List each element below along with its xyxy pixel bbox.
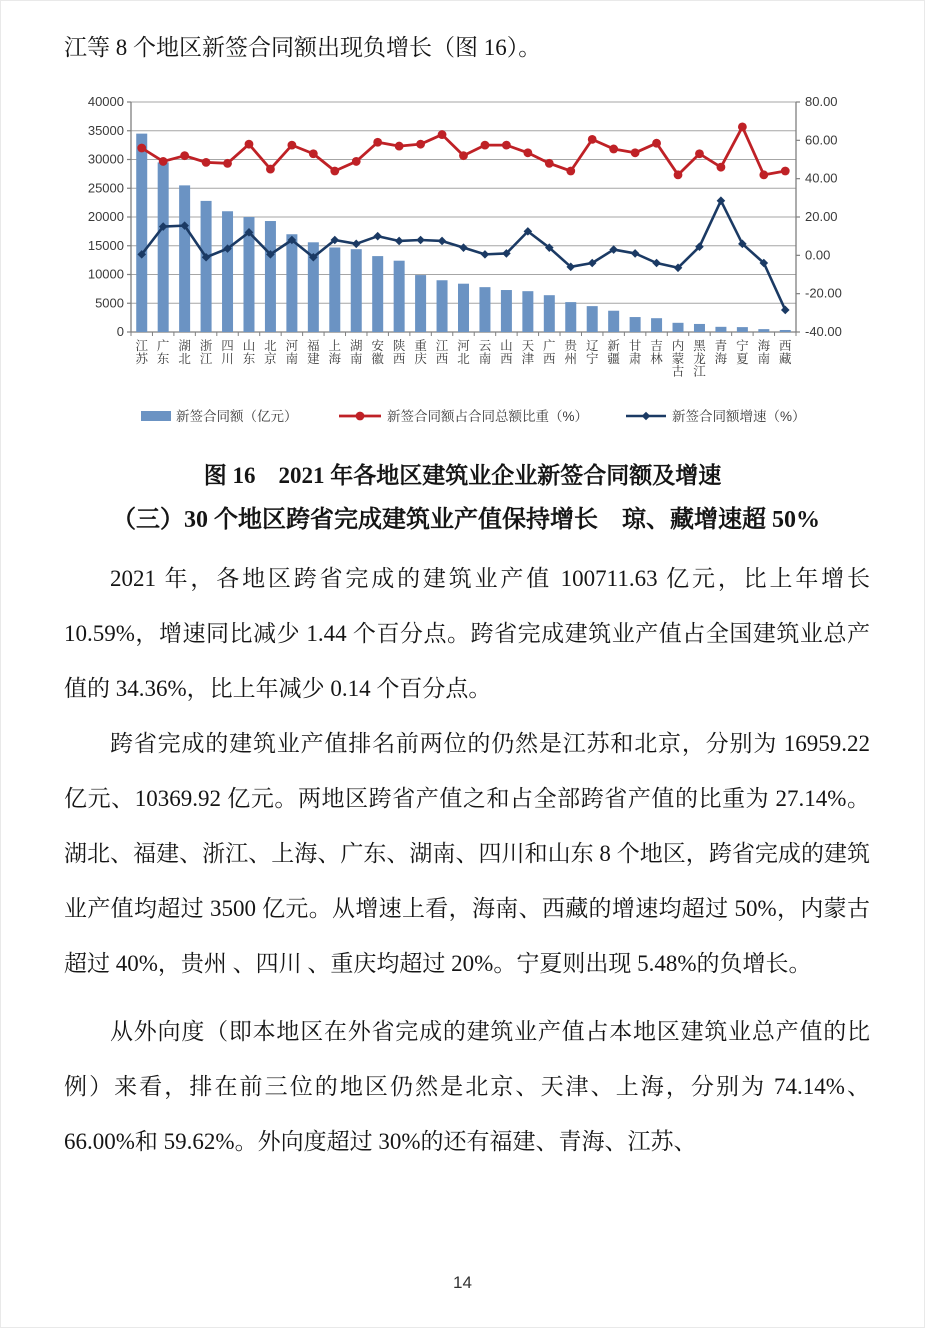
svg-text:山西: 山西 bbox=[500, 339, 513, 366]
svg-text:山东: 山东 bbox=[242, 339, 256, 366]
svg-text:5000: 5000 bbox=[95, 295, 124, 311]
body-paragraph: 2021 年，各地区跨省完成的建筑业产值 100711.63 亿元，比上年增长 10.59%，增速同比减少 1.44 个百分点。跨省完成建筑业产值占全国建筑业总产值的 34.36%，比上年减少 0.14 个百分点。 bbox=[64, 566, 870, 701]
svg-text:0: 0 bbox=[116, 324, 124, 339]
svg-text:20.00: 20.00 bbox=[805, 209, 838, 224]
section-heading: （三）30 个地区跨省完成建筑业产值保持增长 琼、藏增速超 50% bbox=[112, 507, 820, 533]
figure-16-chart bbox=[81, 94, 861, 442]
x-axis-labels bbox=[135, 338, 792, 379]
svg-text:宁夏: 宁夏 bbox=[736, 339, 749, 366]
svg-text:安徽: 安徽 bbox=[371, 339, 384, 366]
svg-text:新签合同额增速（%）: 新签合同额增速（%） bbox=[672, 409, 806, 424]
svg-text:0.00: 0.00 bbox=[805, 247, 831, 263]
body-paragraph: 跨省完成的建筑业产值排名前两位的仍然是江苏和北京，分别为 16959.22 亿元、10369.92 亿元。两地区跨省产值之和占全部跨省产值的比重为 27.14%。湖北、福建、浙江、上海、广东、湖南、四川和山东 8 个地区，跨省完成的建筑业产值均超过 3500 亿元。从增速上看，海南、西藏的增速均超过 50%，内蒙古超过 40%，贵州 、四川 、重庆均超过 20%。宁夏则出现 5.48%的负增长。 bbox=[64, 731, 870, 976]
svg-text:10000: 10000 bbox=[87, 266, 124, 282]
svg-text:河北: 河北 bbox=[457, 339, 470, 366]
svg-text:北京: 北京 bbox=[264, 339, 277, 366]
svg-text:海南: 海南 bbox=[757, 339, 771, 366]
intro-paragraph: 江等 8 个地区新签合同额出现负增长（图 16）。 bbox=[64, 35, 542, 60]
svg-text:15000: 15000 bbox=[87, 237, 124, 253]
svg-text:湖南: 湖南 bbox=[349, 339, 363, 366]
svg-text:内蒙古: 内蒙古 bbox=[671, 339, 685, 379]
bar-series bbox=[136, 134, 791, 332]
svg-text:甘肃: 甘肃 bbox=[628, 339, 642, 366]
svg-text:江西: 江西 bbox=[435, 339, 449, 366]
svg-text:湖北: 湖北 bbox=[178, 339, 191, 366]
new-contracts-combo-chart bbox=[81, 94, 861, 442]
svg-text:30000: 30000 bbox=[87, 151, 124, 167]
svg-text:贵州: 贵州 bbox=[564, 339, 578, 366]
svg-text:广西: 广西 bbox=[543, 339, 556, 366]
svg-text:吉林: 吉林 bbox=[650, 339, 663, 366]
body-paragraph: 从外向度（即本地区在外省完成的建筑业产值占本地区建筑业总产值的比例）来看，排在前三位的地区仍然是北京、天津、上海，分别为 74.14%、66.00%和 59.62%。外向度超过 30%的还有福建、青海、江苏、 bbox=[64, 1019, 870, 1154]
svg-text:上海: 上海 bbox=[328, 339, 342, 366]
left-axis-ticks bbox=[88, 94, 131, 339]
svg-text:新签合同额占合同总额比重（%）: 新签合同额占合同总额比重（%） bbox=[387, 409, 589, 424]
svg-text:浙江: 浙江 bbox=[199, 339, 213, 366]
svg-text:25000: 25000 bbox=[87, 180, 124, 196]
svg-text:西藏: 西藏 bbox=[779, 339, 792, 366]
svg-text:新疆: 新疆 bbox=[607, 339, 620, 366]
svg-text:陕西: 陕西 bbox=[392, 339, 406, 366]
body-text bbox=[64, 551, 870, 1169]
svg-text:云南: 云南 bbox=[478, 339, 492, 366]
chart-legend bbox=[141, 408, 806, 424]
svg-text:35000: 35000 bbox=[87, 122, 124, 138]
svg-text:新签合同额（亿元）: 新签合同额（亿元） bbox=[176, 409, 298, 424]
svg-text:20000: 20000 bbox=[87, 209, 124, 224]
right-axis-ticks bbox=[796, 94, 842, 339]
svg-text:江苏: 江苏 bbox=[135, 339, 148, 366]
svg-text:80.00: 80.00 bbox=[805, 94, 838, 109]
svg-text:重庆: 重庆 bbox=[414, 339, 427, 366]
svg-text:40.00: 40.00 bbox=[805, 170, 838, 186]
svg-text:广东: 广东 bbox=[156, 339, 170, 366]
svg-text:40000: 40000 bbox=[87, 94, 124, 109]
svg-text:-40.00: -40.00 bbox=[805, 324, 842, 339]
svg-text:青海: 青海 bbox=[714, 339, 728, 366]
svg-text:四川: 四川 bbox=[221, 339, 234, 366]
svg-text:河南: 河南 bbox=[285, 339, 299, 366]
legend-bar-swatch bbox=[141, 411, 171, 421]
svg-text:-20.00: -20.00 bbox=[805, 285, 842, 301]
svg-text:天津: 天津 bbox=[521, 339, 535, 366]
svg-text:辽宁: 辽宁 bbox=[585, 339, 599, 366]
svg-text:60.00: 60.00 bbox=[805, 132, 838, 148]
svg-text:福建: 福建 bbox=[307, 339, 320, 366]
page-number: 14 bbox=[453, 1273, 472, 1292]
svg-text:黑龙江: 黑龙江 bbox=[693, 339, 706, 379]
chart-caption: 图 16 2021 年各地区建筑业企业新签合同额及增速 bbox=[203, 463, 722, 488]
